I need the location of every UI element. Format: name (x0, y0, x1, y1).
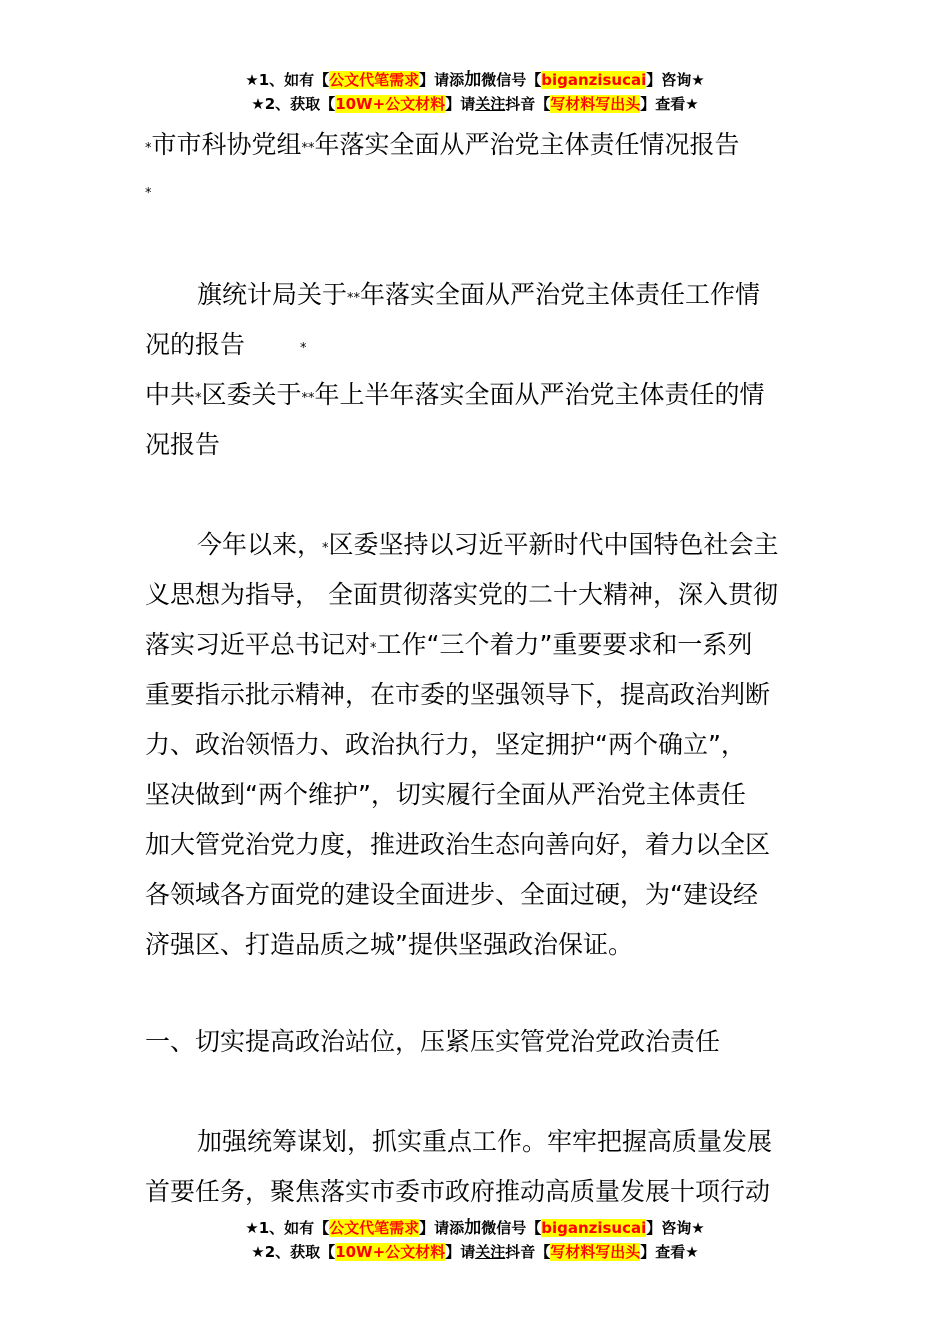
para-line: 力、政治领悟力、政治执行力，坚定拥护“两个确立”， (145, 730, 746, 759)
title-text: 市市科协党组 (151, 130, 302, 159)
promo-highlight-wechat: biganzisucai (541, 1219, 647, 1237)
para-line: 坚决做到“两个维护”，切实履行全面从严治党主体责任 (145, 780, 746, 809)
title-text: 年落实全面从严治党主体责任情况报告 (314, 130, 740, 159)
promo-banner-bottom (0, 1216, 950, 1264)
promo-banner-top (0, 68, 950, 116)
promo-text: 】请添 (419, 1219, 465, 1237)
item-text: 年落实全面从严治党主体责任工作情 (360, 280, 761, 309)
promo-text: 】咨询★ (646, 71, 705, 89)
item-text: 年上半年落实全面从严治党主体责任的情 (314, 380, 765, 409)
promo-text: ★2、获取【 (251, 95, 336, 113)
item-text: 况报告 (145, 430, 221, 459)
promo-text: 微信号【 (481, 1219, 542, 1237)
promo-highlight-materials: 10W+公文材料 (335, 1243, 446, 1261)
para-text: 落实习近平总书记对 (145, 630, 371, 659)
promo-line-2 (0, 92, 950, 116)
item-text: 区委关于 (201, 380, 302, 409)
redaction-mark: * (322, 541, 329, 556)
promo-text: 】查看★ (640, 95, 699, 113)
promo-text: 】查看★ (640, 1243, 699, 1261)
promo-highlight-materials: 10W+公文材料 (335, 95, 446, 113)
redaction-mark: * (370, 641, 377, 656)
promo-text: 微信号【 (481, 71, 542, 89)
item-1 (145, 270, 810, 370)
para-text: 区委坚持以习近平新时代中国特色社会主 (328, 530, 779, 559)
para-line: 加强统筹谋划，抓实重点工作。牢牢把握高质量发展 (197, 1127, 773, 1156)
promo-text: ★1、如有【 (245, 71, 330, 89)
promo-text: 抖音【 (505, 95, 551, 113)
para-line: 义思想为指导， 全面贯彻落实党的二十大精神，深入贯彻 (145, 580, 778, 609)
promo-line-1 (0, 1216, 950, 1240)
para-text: 今年以来， (197, 530, 323, 559)
promo-text: 】请 (445, 95, 476, 113)
item-text: 况的报告 (145, 330, 246, 359)
item-2 (145, 370, 810, 470)
promo-highlight-service: 公文代笔需求 (329, 1219, 420, 1237)
doc-title (145, 120, 810, 210)
promo-text: 加 (464, 70, 482, 90)
para-text: 工作“三个着力”重要要求和一系列 (376, 630, 753, 659)
promo-highlight-wechat: biganzisucai (541, 71, 647, 89)
para-line: 加大管党治党力度，推进政治生态向善向好，着力以全区 (145, 830, 771, 859)
redaction-mark: * (300, 341, 307, 356)
redaction-mark: * (145, 141, 152, 156)
item-text: 中共 (145, 380, 196, 409)
promo-line-1 (0, 68, 950, 92)
promo-line-2 (0, 1240, 950, 1264)
redaction-mark: * (195, 391, 202, 406)
item-text: 旗统计局关于 (197, 280, 348, 309)
redaction-mark: ** (347, 291, 361, 306)
promo-text: 】请 (445, 1243, 476, 1261)
promo-highlight-service: 公文代笔需求 (329, 71, 420, 89)
promo-text: ★1、如有【 (245, 1219, 330, 1237)
promo-text: 关注 (475, 1243, 506, 1261)
heading-text: 一、切实提高政治站位，压紧压实管党治党政治责任 (145, 1027, 721, 1056)
para-line: 各领域各方面党的建设全面进步、全面过硬，为“建设经 (145, 880, 758, 909)
promo-text: 加 (464, 1218, 482, 1238)
redaction-mark: ** (301, 391, 315, 406)
paragraph-1 (145, 520, 810, 970)
redaction-mark: * (145, 186, 152, 201)
promo-highlight-douyin: 写材料写出头 (550, 95, 641, 113)
promo-text: 】咨询★ (646, 1219, 705, 1237)
para-line: 济强区、打造品质之城”提供坚强政治保证。 (145, 930, 633, 959)
para-line: 重要指示批示精神，在市委的坚强领导下，提高政治判断 (145, 680, 771, 709)
promo-text: ★2、获取【 (251, 1243, 336, 1261)
paragraph-2 (145, 1117, 810, 1217)
promo-text: 】请添 (419, 71, 465, 89)
promo-text: 关注 (475, 95, 506, 113)
promo-highlight-douyin: 写材料写出头 (550, 1243, 641, 1261)
para-line: 首要任务，聚焦落实市委市政府推动高质量发展十项行动 (145, 1177, 771, 1206)
section-heading-1 (145, 1017, 810, 1067)
redaction-mark: ** (301, 141, 315, 156)
promo-text: 抖音【 (505, 1243, 551, 1261)
